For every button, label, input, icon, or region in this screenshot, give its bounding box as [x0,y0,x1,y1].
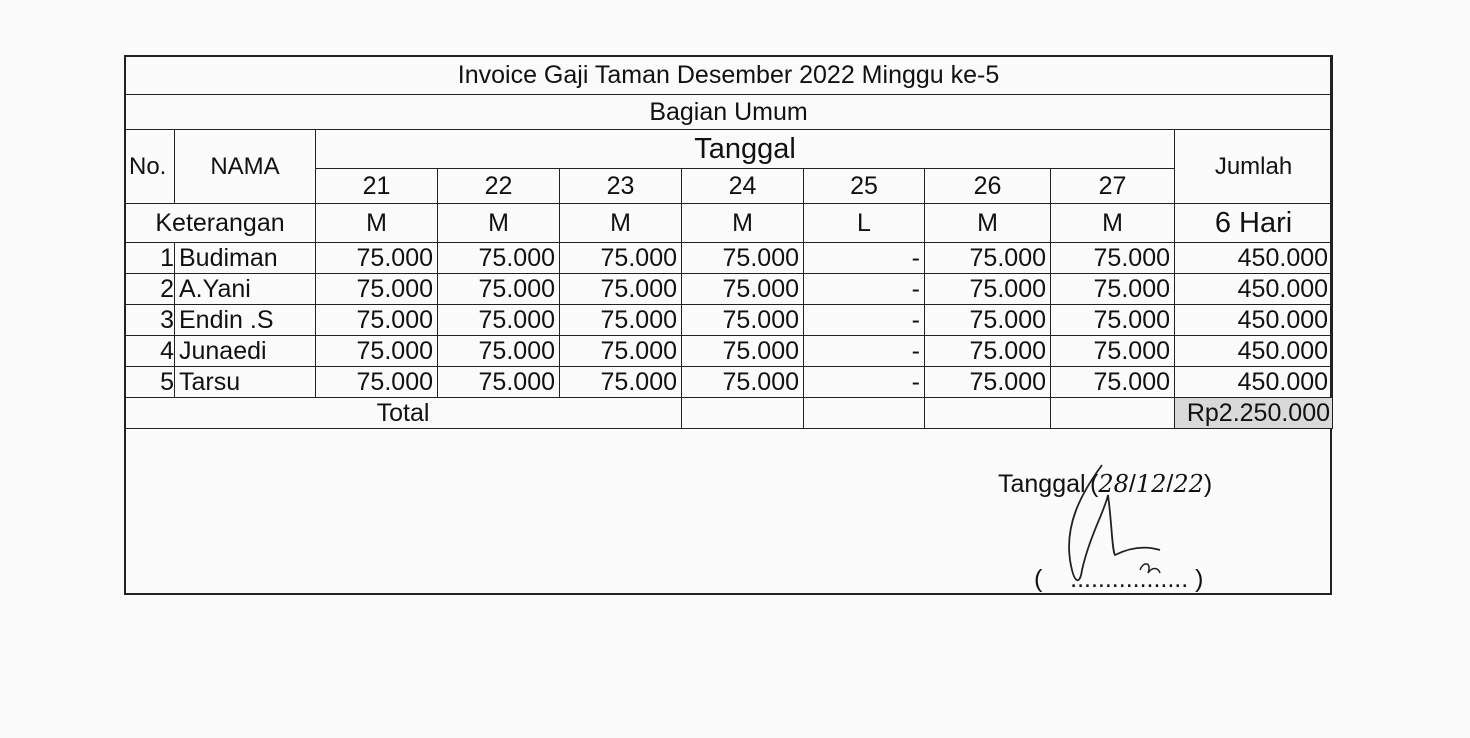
row-value: 75.000 [316,367,438,398]
total-label: Total [125,398,682,429]
row-value: 75.000 [438,367,560,398]
row-value: 75.000 [682,367,804,398]
table-row [125,243,1333,274]
row-value: - [804,274,925,305]
row-value: 75.000 [438,305,560,336]
date-sep: / [1166,470,1174,498]
row-jumlah: 450.000 [1175,367,1333,398]
row-value: 75.000 [560,336,682,367]
row-value: 75.000 [316,336,438,367]
attendance-code: M [925,204,1051,243]
attendance-code: M [560,204,682,243]
row-value: 75.000 [438,336,560,367]
invoice-table [124,55,1333,429]
date-header: 22 [438,169,560,204]
table-row [125,305,1333,336]
row-no: 4 [125,336,175,367]
empty-cell [925,398,1051,429]
row-no: 2 [125,274,175,305]
paren-close: ) [1203,470,1213,498]
attendance-code: M [316,204,438,243]
row-jumlah: 450.000 [1175,336,1333,367]
row-value: 75.000 [560,305,682,336]
date-sep: / [1128,470,1136,498]
attendance-code: M [1051,204,1175,243]
row-value: - [804,367,925,398]
paren-open: ( [1090,470,1099,498]
row-no: 3 [125,305,175,336]
row-value: 75.000 [682,243,804,274]
row-name: Junaedi [175,336,316,367]
invoice-title: Invoice Gaji Taman Desember 2022 Minggu ke-5 [125,56,1333,95]
row-value: 75.000 [560,367,682,398]
row-value: 75.000 [438,243,560,274]
row-jumlah: 450.000 [1175,305,1333,336]
date-month: 12 [1135,470,1167,498]
header-no: No. [125,130,175,204]
header-nama: NAMA [175,130,316,204]
grand-total: Rp2.250.000 [1175,398,1333,429]
row-name: Tarsu [175,367,316,398]
date-header: 23 [560,169,682,204]
row-value: 75.000 [925,367,1051,398]
table-row [125,336,1333,367]
table-row [125,274,1333,305]
row-jumlah: 450.000 [1175,274,1333,305]
header-jumlah: Jumlah [1175,130,1333,204]
section-title: Bagian Umum [125,95,1333,130]
row-value: 75.000 [560,274,682,305]
empty-cell [682,398,804,429]
date-day: 28 [1098,470,1129,498]
row-value: 75.000 [925,274,1051,305]
date-header: 25 [804,169,925,204]
row-name: Budiman [175,243,316,274]
header-tanggal: Tanggal [316,130,1175,169]
attendance-code: M [682,204,804,243]
row-value: 75.000 [316,274,438,305]
row-value: 75.000 [925,243,1051,274]
date-header: 26 [925,169,1051,204]
row-value: 75.000 [560,243,682,274]
signature-date-label: Tanggal [998,470,1086,498]
keterangan-label: Keterangan [125,204,316,243]
row-value: 75.000 [1051,274,1175,305]
date-header: 24 [682,169,804,204]
row-value: 75.000 [1051,305,1175,336]
row-value: 75.000 [1051,243,1175,274]
row-name: A.Yani [175,274,316,305]
paren-open: ( [1034,565,1043,593]
row-value: 75.000 [316,305,438,336]
paren-close: ) [1195,565,1204,593]
attendance-code: M [438,204,560,243]
attendance-code: L [804,204,925,243]
row-value: 75.000 [438,274,560,305]
row-value: 75.000 [925,336,1051,367]
row-value: - [804,243,925,274]
row-value: - [804,336,925,367]
row-value: 75.000 [682,274,804,305]
date-header: 27 [1051,169,1175,204]
row-value: 75.000 [1051,367,1175,398]
row-value: - [804,305,925,336]
row-no: 5 [125,367,175,398]
row-value: 75.000 [682,336,804,367]
row-value: 75.000 [316,243,438,274]
row-no: 1 [125,243,175,274]
row-value: 75.000 [1051,336,1175,367]
total-row [125,398,1333,429]
empty-cell [1051,398,1175,429]
row-value: 75.000 [925,305,1051,336]
row-jumlah: 450.000 [1175,243,1333,274]
date-header: 21 [316,169,438,204]
row-value: 75.000 [682,305,804,336]
empty-cell [804,398,925,429]
row-name: Endin .S [175,305,316,336]
table-row [125,367,1333,398]
date-year: 22 [1173,470,1204,498]
name-dots: ................. [1070,565,1189,593]
days-count: 6 Hari [1175,204,1333,243]
